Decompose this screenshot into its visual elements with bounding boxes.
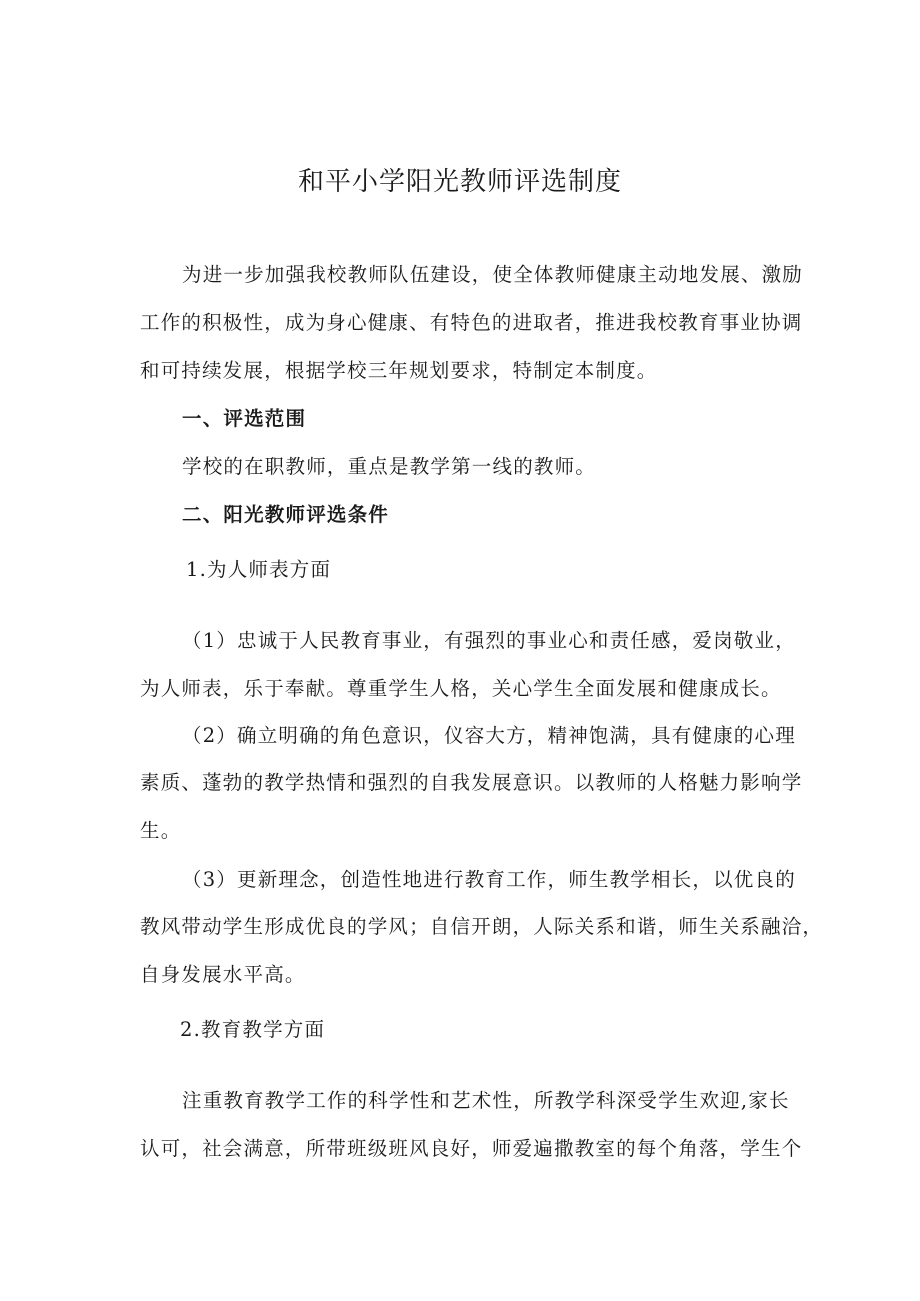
para-line-1: 注重教育教学工作的科学性和艺术性，所教学科深受学生欢迎,家长 xyxy=(182,1089,790,1112)
section-1-heading: 一、评选范围 xyxy=(182,407,307,430)
section-1-text: 学校的在职教师，重点是教学第一线的教师。 xyxy=(182,455,597,478)
item-1-line-1: （1）忠诚于人民教育事业，有强烈的事业心和责任感，爱岗敬业， xyxy=(182,629,796,652)
subsection-2-heading: 2.教育教学方面 xyxy=(180,1018,326,1041)
item-2-line-3: 生。 xyxy=(140,819,182,842)
item-2-line-1: （2）确立明确的角色意识，仪容大方，精神饱满，具有健康的心理 xyxy=(182,724,796,747)
item-1-line-2: 为人师表，乐于奉献。尊重学生人格，关心学生全面发展和健康成长。 xyxy=(140,677,782,700)
item-3-line-1: （3）更新理念，创造性地进行教育工作，师生教学相长，以优良的 xyxy=(182,868,796,891)
intro-line-1: 为进一步加强我校教师队伍建设，使全体教师健康主动地发展、激励 xyxy=(182,263,804,286)
subsection-1-heading: 1.为人师表方面 xyxy=(186,558,332,581)
item-2-line-2: 素质、蓬勃的教学热情和强烈的自我发展意识。以教师的人格魅力影响学 xyxy=(140,771,803,794)
section-2-heading: 二、阳光教师评选条件 xyxy=(182,503,390,526)
item-3-line-2: 教风带动学生形成优良的学风；自信开朗，人际关系和谐，师生关系融洽， xyxy=(140,915,824,938)
item-3-line-3: 自身发展水平高。 xyxy=(140,963,306,986)
intro-line-2: 工作的积极性，成为身心健康、有特色的进取者，推进我校教育事业协调 xyxy=(140,311,803,334)
intro-line-3: 和可持续发展，根据学校三年规划要求，特制定本制度。 xyxy=(140,359,658,382)
para-line-2: 认可，社会满意，所带班级班风良好，师爱遍撒教室的每个角落，学生个 xyxy=(140,1137,803,1160)
document-title: 和平小学阳光教师评选制度 xyxy=(297,167,622,197)
